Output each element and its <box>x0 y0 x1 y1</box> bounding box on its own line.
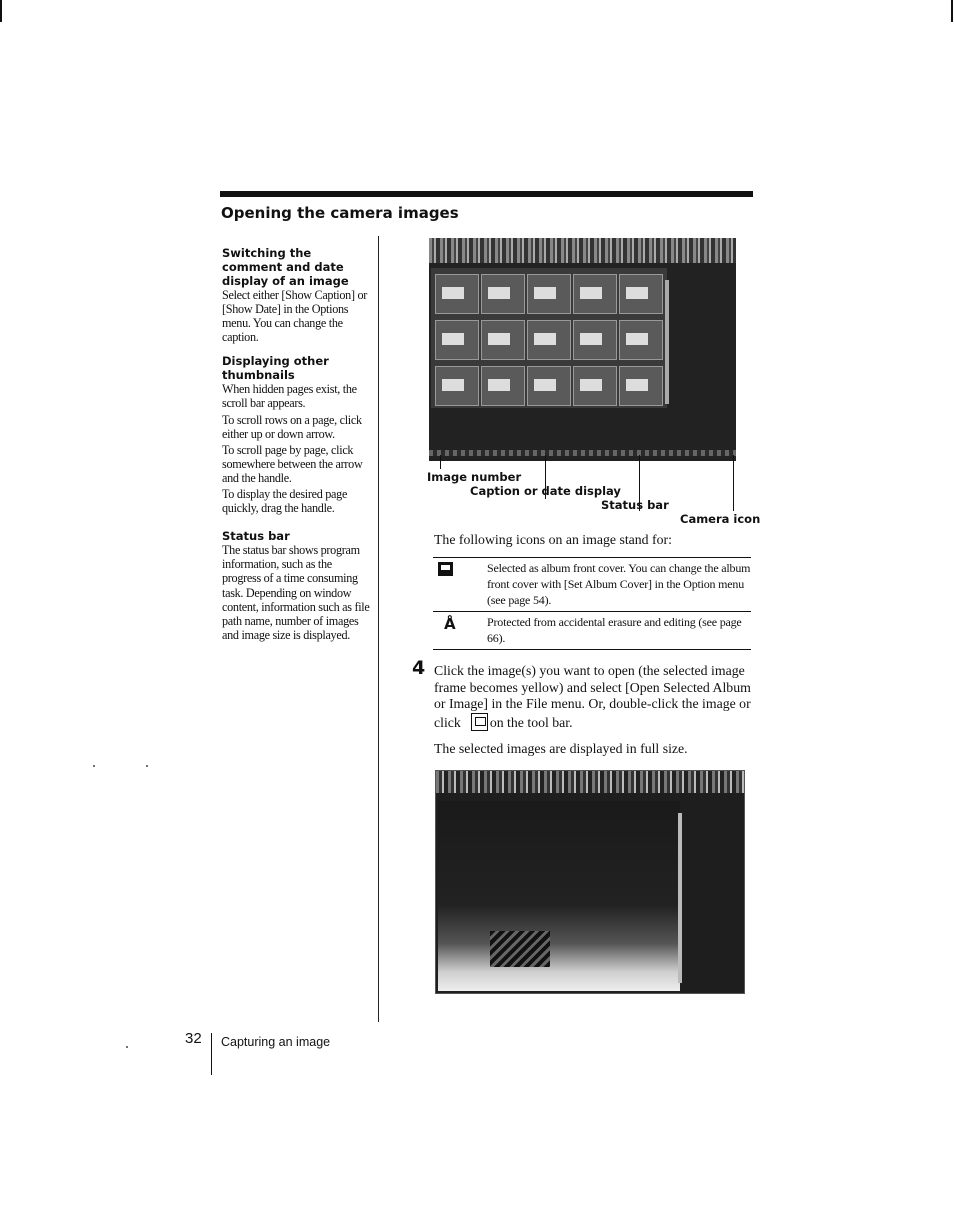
step-instruction <box>434 663 754 731</box>
callout-line-image-number <box>440 455 441 469</box>
thumbnail <box>619 366 663 406</box>
thumbnail <box>573 274 617 314</box>
window-toolbar <box>429 238 736 263</box>
legend-row <box>433 557 751 611</box>
thumbnail <box>435 320 479 360</box>
callout-caption-or-date: Caption or date display <box>470 484 621 498</box>
sidebar-text: The status bar shows program information, such as the progress of a time consuming task. Depending on window content, information such as file path name, number of images and image size is displayed. <box>222 543 370 642</box>
thumbnail <box>527 320 571 360</box>
sidebar-notes <box>222 246 372 642</box>
sidebar-text: To scroll page by page, click somewhere between the arrow and the handle. <box>222 442 363 485</box>
callout-image-number: Image number <box>427 470 522 484</box>
protect-icon: Å <box>444 615 456 633</box>
thumbnail <box>481 274 525 314</box>
scroll-bar <box>678 813 682 983</box>
sidebar-text: To display the desired page quickly, drag the handle. <box>222 487 348 516</box>
scroll-bar <box>665 280 669 404</box>
page-number: 32 <box>185 1030 202 1047</box>
step-number: 4 <box>412 657 426 679</box>
scan-speck <box>146 765 148 767</box>
sidebar-text: Select either [Show Caption] or [Show Date] in the Options menu. You can change the caption. <box>222 288 368 345</box>
scan-speck <box>93 765 95 767</box>
sidebar-heading-comment-date: Switching the comment and date display of an image <box>222 246 349 288</box>
sidebar-text: To scroll rows on a page, click either up or down arrow. <box>222 412 362 441</box>
scan-speck <box>126 1046 128 1048</box>
legend-row <box>433 611 751 650</box>
thumbnail <box>619 274 663 314</box>
icons-intro-text: The following icons on an image stand for: <box>434 532 672 547</box>
step-text-before: Click the image(s) you want to open (the selected image frame becomes yellow) and select [Open Selected Album or Image] in the File menu. Or, double-click the image or click <box>434 663 751 730</box>
thumbnail <box>481 320 525 360</box>
full-size-photo <box>438 801 680 991</box>
legend-text: Protected from accidental erasure and editing (see page 66). <box>487 615 742 645</box>
section-heading: Opening the camera images <box>221 204 459 222</box>
footer-rule <box>211 1033 212 1075</box>
status-bar <box>429 450 736 456</box>
section-top-rule <box>220 191 753 197</box>
page-edge-mark-right <box>951 0 953 22</box>
step-result-text: The selected images are displayed in full size. <box>434 741 688 756</box>
thumbnail <box>481 366 525 406</box>
icon-legend-table <box>433 557 751 650</box>
thumbnail <box>527 274 571 314</box>
thumbnail-grid <box>431 268 667 408</box>
footer-section-name: Capturing an image <box>221 1035 331 1049</box>
window-toolbar <box>436 771 744 793</box>
sidebar-heading-thumbnails: Displaying other thumbnails <box>222 354 329 383</box>
thumbnail <box>435 366 479 406</box>
thumbnail <box>435 274 479 314</box>
column-divider <box>378 236 379 1022</box>
open-image-toolbar-icon <box>471 713 488 731</box>
full-size-image-screenshot <box>435 770 745 994</box>
thumbnail <box>527 366 571 406</box>
page-edge-mark-left <box>0 0 2 22</box>
bench-photo-subject <box>490 931 550 967</box>
legend-text: Selected as album front cover. You can change the album front cover with [Set Album Cover] in the Option menu (see page 54). <box>487 561 751 607</box>
callout-line-camera-icon <box>733 455 734 511</box>
callout-camera-icon: Camera icon <box>680 512 761 526</box>
thumbnail <box>619 320 663 360</box>
album-cover-icon <box>438 562 453 576</box>
thumbnail <box>573 320 617 360</box>
callout-status-bar: Status bar <box>601 498 669 512</box>
step-text-after: on the tool bar. <box>489 714 573 730</box>
thumbnail <box>573 366 617 406</box>
thumbnail-window-screenshot <box>429 238 736 461</box>
sidebar-heading-status-bar: Status bar <box>222 529 290 544</box>
sidebar-text: When hidden pages exist, the scroll bar appears. <box>222 382 357 411</box>
